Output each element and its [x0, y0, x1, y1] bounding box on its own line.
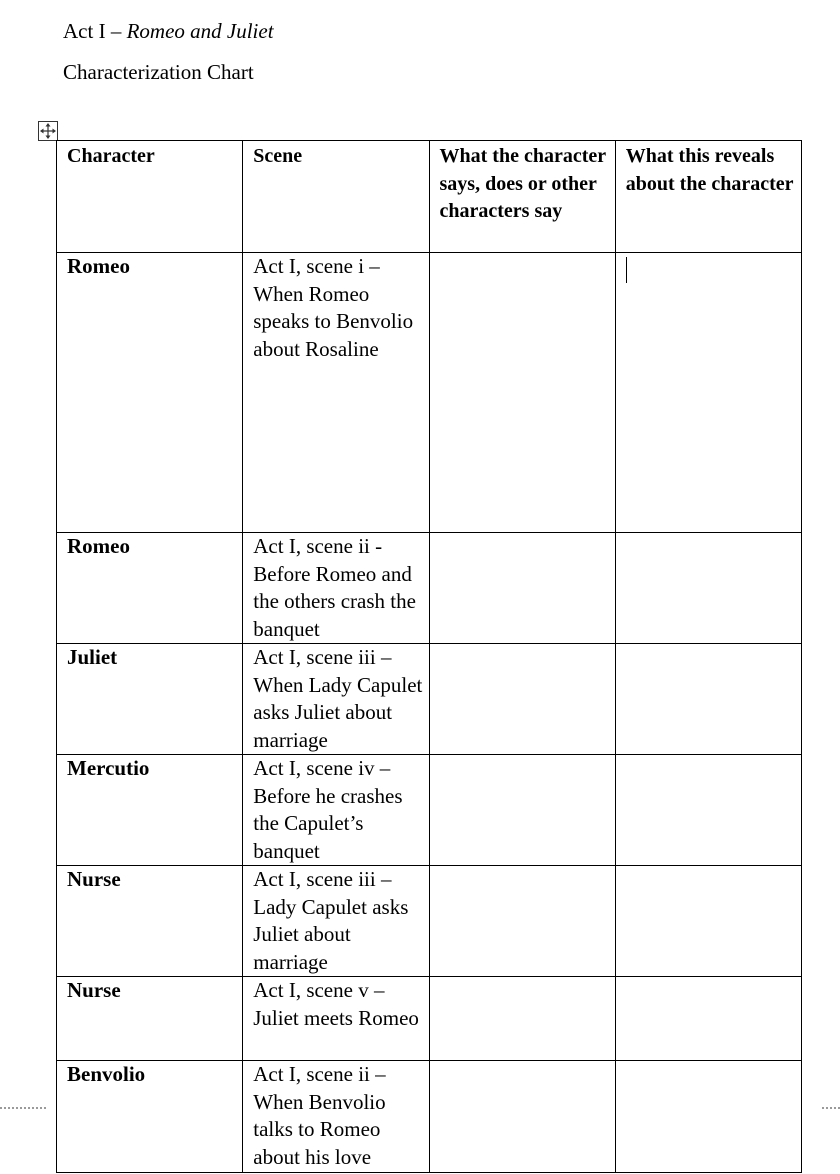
reveals-cell[interactable] — [615, 977, 801, 1061]
scene-cell[interactable]: Act I, scene iv – Before he crashes the Capulet’s banquet — [243, 755, 429, 866]
document-title — [63, 17, 274, 45]
says-cell[interactable] — [429, 866, 615, 977]
says-cell[interactable] — [429, 644, 615, 755]
scene-cell[interactable]: Act I, scene v – Juliet meets Romeo — [243, 977, 429, 1061]
scene-cell[interactable]: Act I, scene i – When Romeo speaks to Benvolio about Rosaline — [243, 253, 429, 533]
reveals-cell[interactable] — [615, 644, 801, 755]
scene-cell[interactable]: Act I, scene iii – When Lady Capulet asks Juliet about marriage — [243, 644, 429, 755]
scene-cell[interactable]: Act I, scene iii – Lady Capulet asks Juliet about marriage — [243, 866, 429, 977]
table-row — [57, 1061, 802, 1173]
table-row — [57, 253, 802, 533]
character-cell[interactable]: Juliet — [57, 644, 243, 755]
reveals-cell[interactable] — [615, 755, 801, 866]
text-cursor — [626, 257, 627, 283]
characterization-table — [56, 140, 802, 1173]
says-cell[interactable] — [429, 755, 615, 866]
reveals-cell[interactable] — [615, 1061, 801, 1173]
play-title: Romeo and Juliet — [126, 19, 274, 43]
page-break-marker-left — [0, 1107, 46, 1111]
character-cell[interactable]: Mercutio — [57, 755, 243, 866]
header-says[interactable]: What the character says, does or other characters say — [429, 141, 615, 253]
table-row — [57, 533, 802, 644]
table-row — [57, 977, 802, 1061]
header-reveals[interactable]: What this reveals about the character — [615, 141, 801, 253]
character-cell[interactable]: Nurse — [57, 866, 243, 977]
scene-cell[interactable]: Act I, scene ii – When Benvolio talks to Romeo about his love — [243, 1061, 429, 1173]
character-cell[interactable]: Romeo — [57, 253, 243, 533]
table-row — [57, 866, 802, 977]
table-header-row — [57, 141, 802, 253]
reveals-cell[interactable] — [615, 533, 801, 644]
header-character[interactable]: Character — [57, 141, 243, 253]
table-row — [57, 755, 802, 866]
header-scene[interactable]: Scene — [243, 141, 429, 253]
says-cell[interactable] — [429, 1061, 615, 1173]
title-prefix: Act I – — [63, 19, 127, 43]
page-break-marker-right — [822, 1107, 840, 1111]
character-cell[interactable]: Romeo — [57, 533, 243, 644]
table-move-handle-icon[interactable] — [38, 121, 58, 141]
says-cell[interactable] — [429, 977, 615, 1061]
says-cell[interactable] — [429, 253, 615, 533]
scene-cell[interactable]: Act I, scene ii - Before Romeo and the others crash the banquet — [243, 533, 429, 644]
table-row — [57, 644, 802, 755]
character-cell[interactable]: Nurse — [57, 977, 243, 1061]
reveals-cell[interactable] — [615, 253, 801, 533]
says-cell[interactable] — [429, 533, 615, 644]
document-subtitle: Characterization Chart — [63, 60, 254, 84]
character-cell[interactable]: Benvolio — [57, 1061, 243, 1173]
reveals-cell[interactable] — [615, 866, 801, 977]
